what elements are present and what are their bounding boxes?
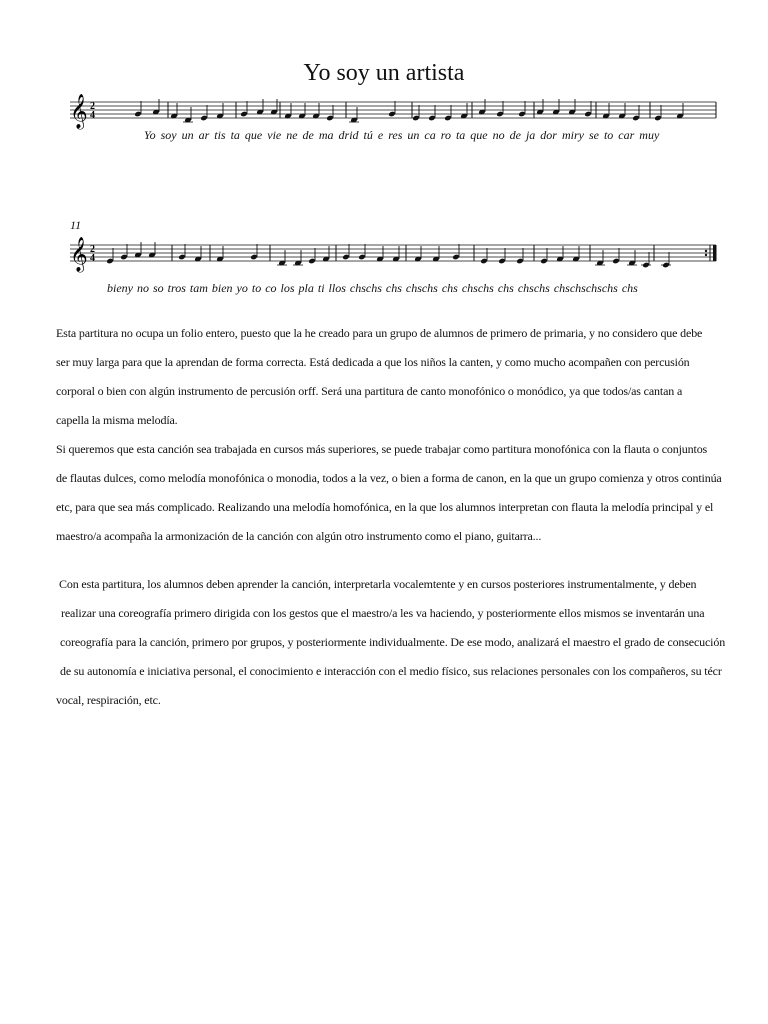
staff-notation-1: [70, 94, 716, 128]
text-line: vocal, respiración, etc.: [56, 693, 161, 707]
text-line: Si queremos que esta canción sea trabajada en cursos más superiores, se puede trabajar como partitura monofónica con la flauta o conjuntos: [56, 442, 708, 456]
lyrics-line-1: Yo soy un ar tis ta que vie ne de ma drid tú e res un ca ro ta que no de ja dor miry se to car muy: [144, 128, 660, 142]
text-line: ser muy larga para que la aprendan de forma correcta. Está dedicada a que los niños la canten, y como mucho acompañen con percusión: [56, 355, 690, 369]
text-line: etc, para que sea más complicado. Realizando una melodía homofónica, en la que los alumnos interpretan con flauta la melodía principal y el: [56, 500, 714, 514]
text-line: de flautas dulces, como melodía monofónica o monodia, todos a la vez, o bien a forma de canon, en la que un grupo comienza y otros continúa: [56, 471, 722, 485]
repeat-dot: [705, 250, 707, 252]
time-signature-top: 2: [90, 244, 95, 255]
final-bar-line: [713, 245, 716, 261]
staff-notation-2: [70, 237, 716, 271]
text-line: Esta partitura no ocupa un folio entero, puesto que la he creado para un grupo de alumnos de primero de primaria, y no considero que debe: [56, 326, 703, 340]
score-title: Yo soy un artista: [303, 60, 465, 86]
repeat-dot: [705, 254, 707, 256]
text-line: maestro/a acompaña la armonización de la canción con algún otro instrumento como el piano, guitarra...: [56, 529, 542, 543]
explanation-paragraph-2: [56, 576, 760, 721]
measure-number: 11: [70, 218, 82, 232]
text-line: Con esta partitura, los alumnos deben aprender la canción, interpretarla vocalemtente y en cursos posteriores instrumentalmente, y deben: [59, 577, 697, 591]
music-staff-line-2: [70, 237, 716, 271]
text-line: capella la misma melodía.: [56, 413, 178, 427]
lyrics-line-2: bieny no so tros tam bien yo to co los pla ti llos chschs chs chschs chs chschs chs chschs chschschschs chs: [107, 281, 638, 295]
explanation-paragraph-1: [56, 325, 760, 557]
text-line: realizar una coreografía primero dirigida con los gestos que el maestro/a les va haciendo, y posteriormente ellos mismos se inventarán una: [61, 606, 705, 620]
text-line: de su autonomía e iniciativa personal, el conocimiento e interacción con el medio físico, sus relaciones personales con los compañeros, su técr: [60, 664, 722, 678]
text-line: corporal o bien con algún instrumento de percusión orff. Será una partitura de canto monofónico o monódico, ya que todos/as cantan a: [56, 384, 683, 398]
time-signature-bottom: 4: [90, 253, 95, 264]
treble-clef-icon: 𝄞: [70, 237, 88, 272]
time-signature-top: 2: [90, 101, 95, 112]
text-line: coreografía para la canción, primero por grupos, y posteriormente individualmente. De ese modo, analizará el maestro el grado de consecución: [60, 635, 726, 649]
music-staff-line-1: [70, 94, 716, 128]
time-signature-bottom: 4: [90, 110, 95, 121]
treble-clef-icon: 𝄞: [70, 94, 88, 129]
